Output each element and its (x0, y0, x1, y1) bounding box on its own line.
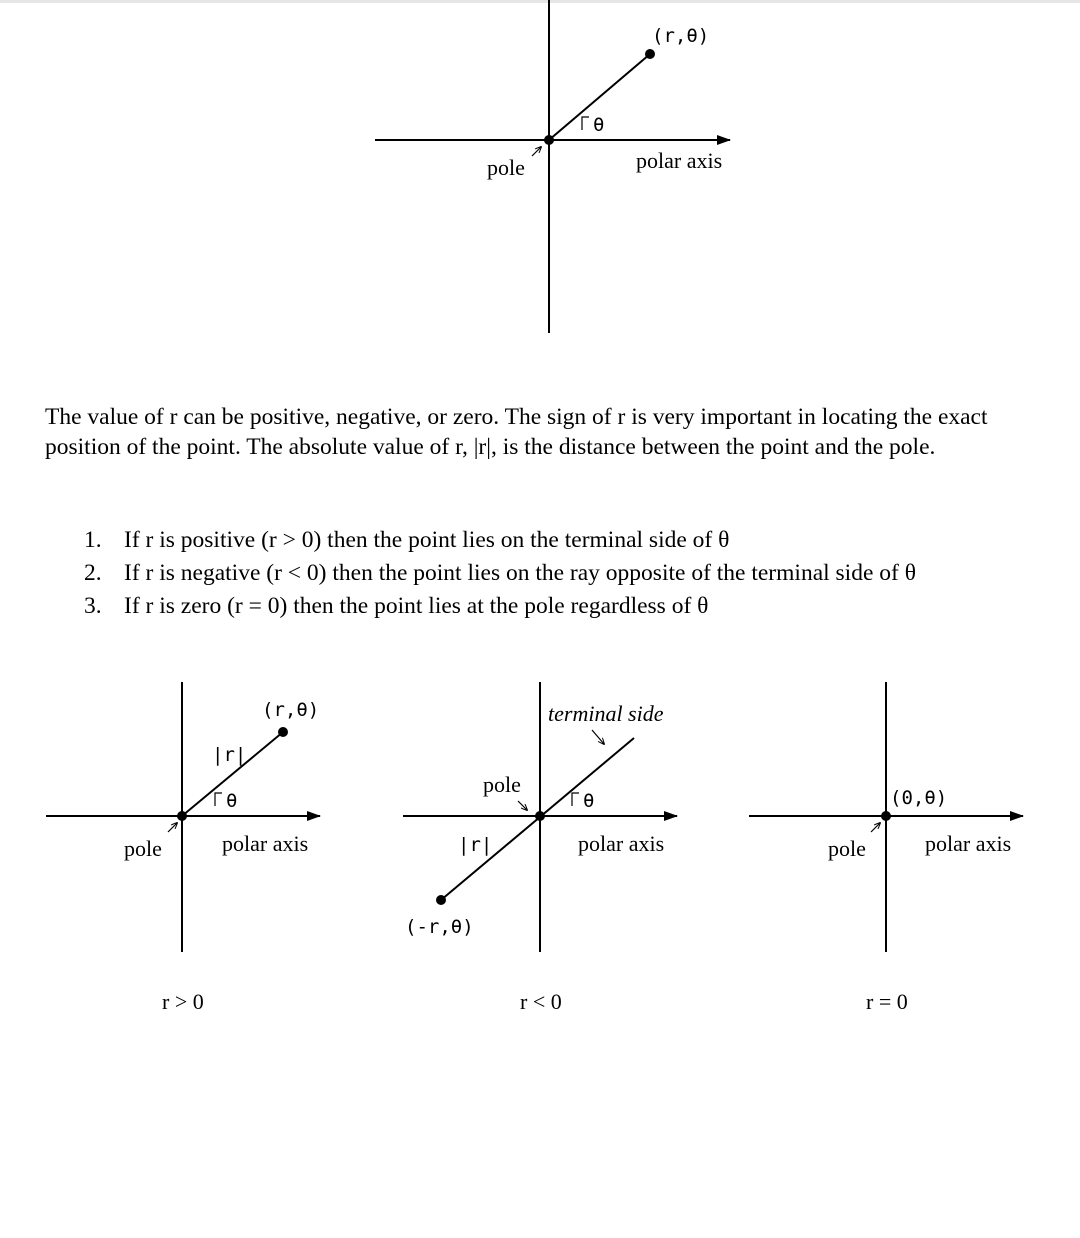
list-item-number: 2. (84, 560, 102, 586)
explanation-paragraph: The value of r can be positive, negative, or zero. The sign of r is very important in locating the exact position of the point. The absolute value of r, |r|, is the distance between the point and the pole. (45, 404, 988, 460)
f2-pole-dot (535, 811, 545, 821)
list-item-number: 1. (84, 527, 102, 553)
f3-polar-axis-label: polar axis (925, 831, 1012, 856)
f3-pole-label: pole (828, 836, 866, 861)
f1-caption: r > 0 (162, 989, 204, 1014)
f1-point-label: (r,θ) (262, 699, 320, 721)
pole-pointer-icon (532, 147, 541, 156)
f3-caption: r = 0 (866, 989, 908, 1014)
sign-rules-list (84, 524, 1064, 623)
f3-pole-dot (881, 811, 891, 821)
f1-pole-label: pole (124, 836, 162, 861)
angle-arrow-icon (582, 117, 589, 130)
f2-abs-r-label: |r| (458, 834, 493, 856)
f1-pole-dot (177, 811, 187, 821)
f2-angle-arrow-icon (572, 793, 579, 806)
list-item-text: If r is positive (r > 0) then the point lies on the terminal side of θ (124, 527, 730, 553)
point-label: (r,θ) (652, 25, 710, 47)
f2-polar-axis-label: polar axis (578, 831, 665, 856)
f2-terminal-pointer-icon (592, 730, 604, 744)
f1-angle-arrow-icon (215, 793, 222, 806)
f2-caption: r < 0 (520, 989, 562, 1014)
f3-pole-pointer-icon (871, 823, 880, 832)
f1-point-dot (278, 727, 288, 737)
figure-r-positive (46, 682, 320, 1014)
list-item (84, 590, 1064, 623)
list-item (84, 557, 1064, 590)
list-item (84, 524, 1064, 557)
f3-point-label: (0,θ) (890, 787, 948, 809)
f1-abs-r-label: |r| (212, 744, 247, 766)
f1-polar-axis-label: polar axis (222, 831, 309, 856)
list-item-text: If r is zero (r = 0) then the point lies at the pole regardless of θ (124, 593, 709, 619)
f2-terminal-side-label: terminal side (548, 701, 664, 726)
figure-r-negative (403, 682, 677, 1014)
pole-label: pole (487, 155, 525, 180)
point-dot (645, 49, 655, 59)
f1-theta-label: θ (226, 790, 238, 812)
f2-pole-pointer-icon (518, 801, 527, 810)
f2-theta-label: θ (583, 790, 595, 812)
list-item-text: If r is negative (r < 0) then the point lies on the ray opposite of the terminal side of θ (124, 560, 916, 586)
f2-point-dot (436, 895, 446, 905)
pole-dot (544, 135, 554, 145)
list-item-number: 3. (84, 593, 102, 619)
theta-label: θ (593, 114, 605, 136)
f1-pole-pointer-icon (168, 823, 177, 832)
f2-point-label: (-r,θ) (405, 916, 474, 938)
f2-pole-label: pole (483, 772, 521, 797)
polar-axis-label: polar axis (636, 148, 723, 173)
figure-r-zero (749, 682, 1023, 1014)
